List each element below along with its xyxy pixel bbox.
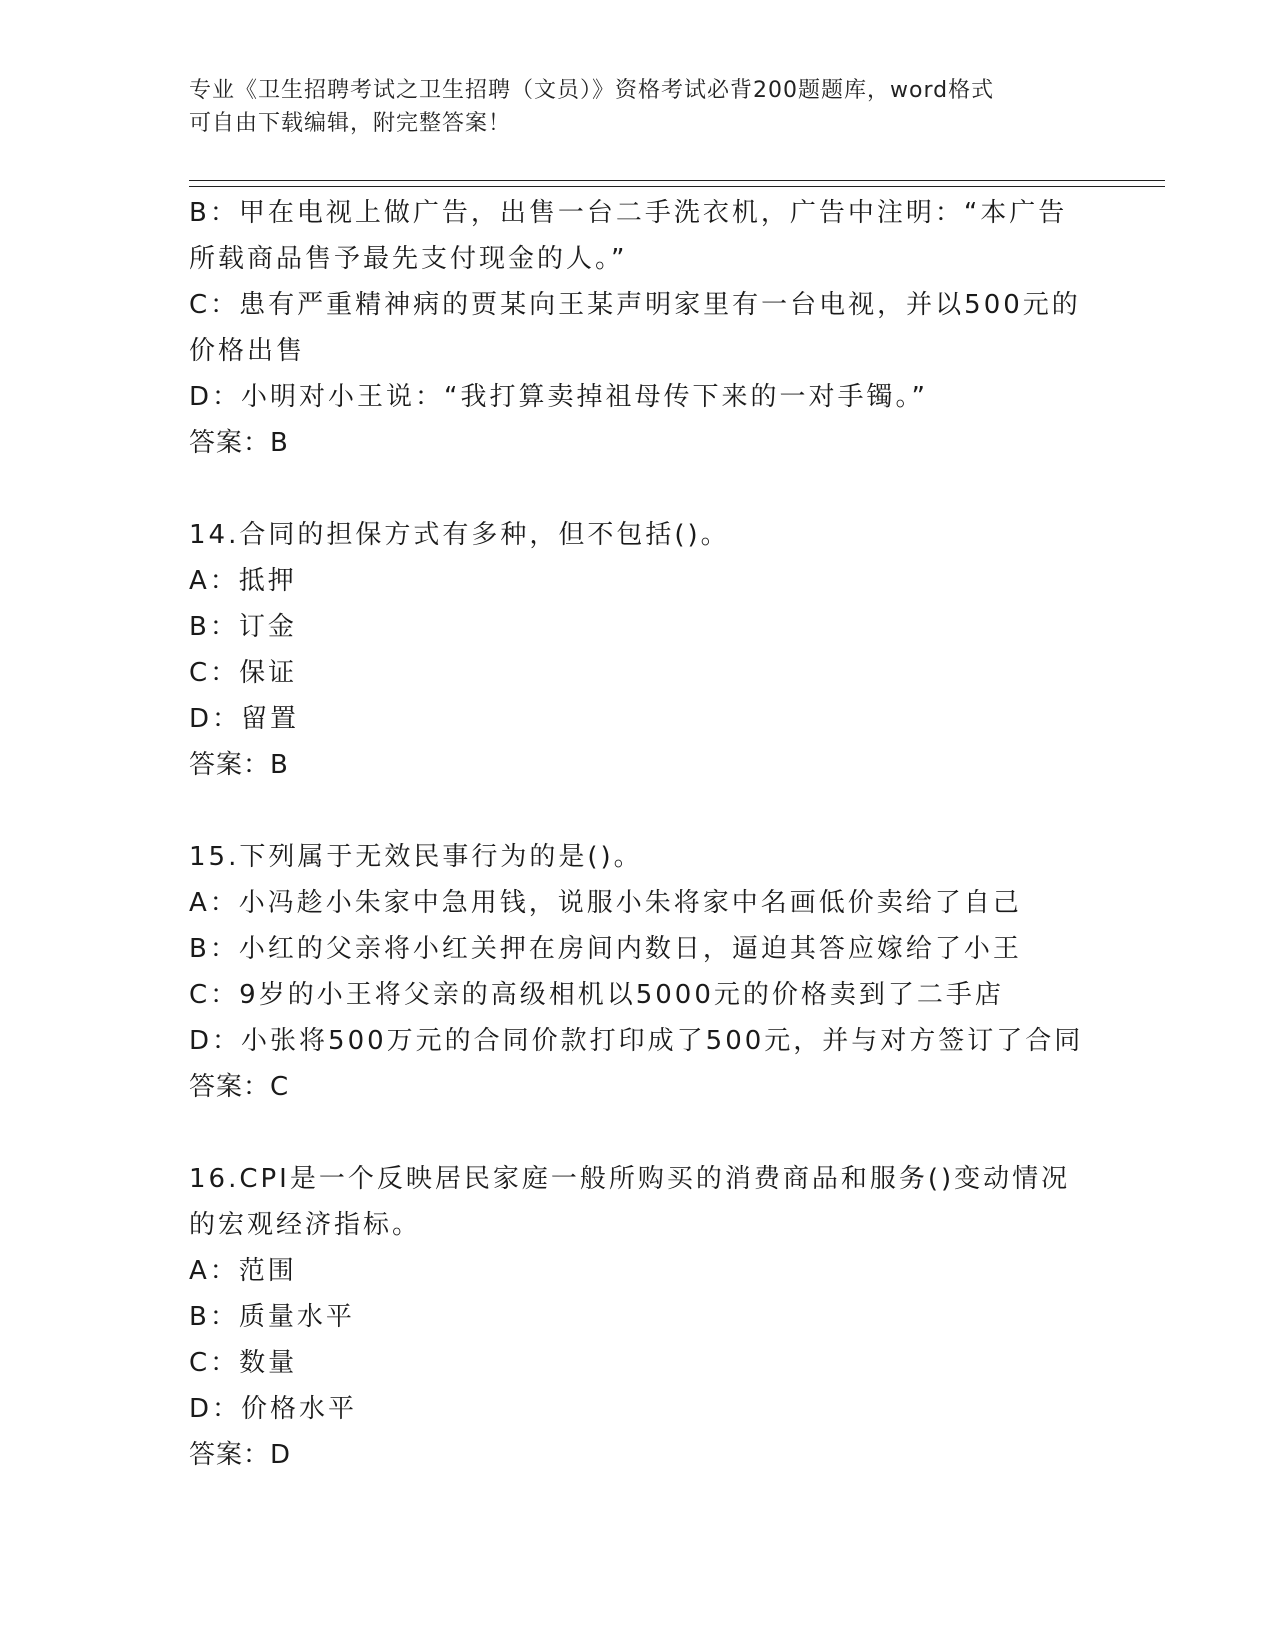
question-13-continued — [189, 190, 1089, 466]
answer-label: 答案： — [189, 750, 271, 780]
answer-value: D — [270, 1440, 292, 1470]
question-15 — [189, 834, 1089, 1110]
header-divider-bottom — [189, 186, 1165, 187]
option-a: A：范围 — [189, 1256, 297, 1286]
question-stem-line-1: 16.CPI是一个反映居民家庭一般所购买的消费商品和服务()变动情况 — [189, 1164, 1071, 1194]
option-c: C：数量 — [189, 1348, 298, 1378]
answer-line — [189, 1064, 1089, 1110]
option-b-line-1: B：甲在电视上做广告，出售一台二手洗衣机，广告中注明：“本广告 — [189, 198, 1068, 228]
option-d: D：小张将500万元的合同价款打印成了500元，并与对方签订了合同 — [189, 1026, 1084, 1056]
option-c: C：9岁的小王将父亲的高级相机以5000元的价格卖到了二手店 — [189, 980, 1004, 1010]
answer-line — [189, 742, 1089, 788]
answer-label: 答案： — [189, 1072, 271, 1102]
option-c-line-2: 价格出售 — [189, 336, 306, 366]
answer-line — [189, 420, 1089, 466]
option-d: D：价格水平 — [189, 1394, 358, 1424]
question-stem: 14.合同的担保方式有多种，但不包括()。 — [189, 520, 730, 550]
answer-value: C — [270, 1072, 290, 1102]
option-c: C：保证 — [189, 658, 298, 688]
question-14 — [189, 512, 1089, 788]
question-16 — [189, 1156, 1089, 1478]
option-b: B：小红的父亲将小红关押在房间内数日，逼迫其答应嫁给了小王 — [189, 934, 1022, 964]
option-a: A：小冯趁小朱家中急用钱，说服小朱将家中名画低价卖给了自己 — [189, 888, 1022, 918]
document-header — [189, 74, 1089, 140]
question-stem: 15.下列属于无效民事行为的是()。 — [189, 842, 643, 872]
option-d: D：小明对小王说：“我打算卖掉祖母传下来的一对手镯。” — [189, 382, 928, 412]
option-b: B：订金 — [189, 612, 297, 642]
option-a: A：抵押 — [189, 566, 297, 596]
option-c-line-1: C：患有严重精神病的贾某向王某声明家里有一台电视，并以500元的 — [189, 290, 1081, 320]
answer-value: B — [270, 750, 289, 780]
answer-label: 答案： — [189, 1440, 271, 1470]
option-b-line-2: 所载商品售予最先支付现金的人。” — [189, 244, 628, 274]
answer-value: B — [270, 428, 289, 458]
question-stem-line-2: 的宏观经济指标。 — [189, 1210, 422, 1240]
header-title-line-1: 专业《卫生招聘考试之卫生招聘（文员）》资格考试必背200题题库，word格式 — [189, 78, 995, 103]
option-d: D：留置 — [189, 704, 300, 734]
answer-label: 答案： — [189, 428, 271, 458]
question-list — [189, 190, 1089, 1478]
header-divider-top — [189, 180, 1165, 181]
answer-line — [189, 1432, 1089, 1478]
option-b: B：质量水平 — [189, 1302, 355, 1332]
header-title-line-2: 可自由下载编辑，附完整答案！ — [189, 111, 512, 136]
